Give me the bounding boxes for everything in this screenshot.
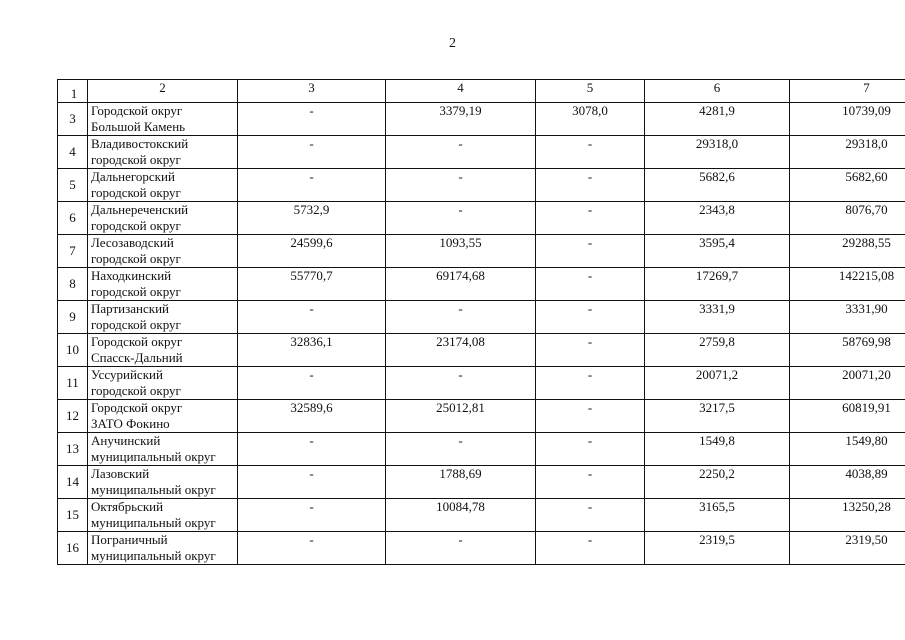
header-cell-4: 4 bbox=[386, 80, 536, 103]
table-row bbox=[58, 367, 905, 400]
municipality-name-cell bbox=[88, 169, 238, 202]
value-cell-col6: 3331,9 bbox=[645, 301, 790, 334]
value-cell-col4: - bbox=[386, 202, 536, 235]
table-row bbox=[58, 103, 905, 136]
table-row bbox=[58, 235, 905, 268]
value-cell-col4: - bbox=[386, 367, 536, 400]
value-cell-col7: 58769,98 bbox=[790, 334, 905, 367]
table-row bbox=[58, 136, 905, 169]
value-cell-col7: 60819,91 bbox=[790, 400, 905, 433]
value-cell-col6: 2250,2 bbox=[645, 466, 790, 499]
value-cell-col4: 23174,08 bbox=[386, 334, 536, 367]
row-number-cell: 16 bbox=[58, 532, 88, 565]
row-number-cell: 3 bbox=[58, 103, 88, 136]
municipality-name-line: Лазовский bbox=[91, 466, 150, 481]
municipality-name-line: городской округ bbox=[91, 284, 181, 299]
row-number-cell: 12 bbox=[58, 400, 88, 433]
municipality-name-cell bbox=[88, 103, 238, 136]
municipality-name-cell bbox=[88, 235, 238, 268]
table-row bbox=[58, 532, 905, 565]
header-cell-6: 6 bbox=[645, 80, 790, 103]
municipality-name-line: Большой Камень bbox=[91, 119, 186, 134]
value-cell-col7: 2319,50 bbox=[790, 532, 905, 565]
value-cell-col4: - bbox=[386, 169, 536, 202]
header-cell-5: 5 bbox=[536, 80, 645, 103]
value-cell-col5: - bbox=[536, 235, 645, 268]
municipality-name-line: Дальнегорский bbox=[91, 169, 175, 184]
municipality-name-line: Городской округ bbox=[91, 400, 183, 415]
value-cell-col5: - bbox=[536, 202, 645, 235]
municipality-name-cell bbox=[88, 400, 238, 433]
municipality-name-line: Пограничный bbox=[91, 532, 168, 547]
value-cell-col6: 4281,9 bbox=[645, 103, 790, 136]
table-row bbox=[58, 334, 905, 367]
value-cell-col4: - bbox=[386, 136, 536, 169]
header-cell-3: 3 bbox=[238, 80, 386, 103]
table-header-row bbox=[58, 80, 905, 103]
municipality-name-line: городской округ bbox=[91, 317, 181, 332]
value-cell-col6: 20071,2 bbox=[645, 367, 790, 400]
value-cell-col3: 24599,6 bbox=[238, 235, 386, 268]
value-cell-col4: 1788,69 bbox=[386, 466, 536, 499]
value-cell-col3: 55770,7 bbox=[238, 268, 386, 301]
value-cell-col5: - bbox=[536, 400, 645, 433]
row-number-cell: 5 bbox=[58, 169, 88, 202]
row-number-cell: 10 bbox=[58, 334, 88, 367]
municipality-name-cell bbox=[88, 532, 238, 565]
header-cell-7: 7 bbox=[790, 80, 905, 103]
municipality-name-line: муниципальный округ bbox=[91, 548, 216, 563]
value-cell-col6: 29318,0 bbox=[645, 136, 790, 169]
municipality-name-cell bbox=[88, 499, 238, 532]
row-number-cell: 15 bbox=[58, 499, 88, 532]
row-number-cell: 4 bbox=[58, 136, 88, 169]
value-cell-col3: - bbox=[238, 499, 386, 532]
row-number-cell: 11 bbox=[58, 367, 88, 400]
value-cell-col6: 17269,7 bbox=[645, 268, 790, 301]
table-row bbox=[58, 202, 905, 235]
table-row bbox=[58, 301, 905, 334]
municipality-name-line: Уссурийский bbox=[91, 367, 163, 382]
value-cell-col4: 3379,19 bbox=[386, 103, 536, 136]
row-number-cell: 8 bbox=[58, 268, 88, 301]
value-cell-col5: - bbox=[536, 136, 645, 169]
municipality-name-line: городской округ bbox=[91, 383, 181, 398]
value-cell-col4: 25012,81 bbox=[386, 400, 536, 433]
value-cell-col3: - bbox=[238, 169, 386, 202]
value-cell-col3: 32836,1 bbox=[238, 334, 386, 367]
value-cell-col6: 2759,8 bbox=[645, 334, 790, 367]
municipality-name-line: ЗАТО Фокино bbox=[91, 416, 170, 431]
municipality-name-line: Анучинский bbox=[91, 433, 161, 448]
value-cell-col5: - bbox=[536, 268, 645, 301]
municipality-name-cell bbox=[88, 136, 238, 169]
header-cell-1: 1 bbox=[58, 80, 88, 103]
value-cell-col6: 1549,8 bbox=[645, 433, 790, 466]
value-cell-col4: - bbox=[386, 433, 536, 466]
value-cell-col7: 1549,80 bbox=[790, 433, 905, 466]
page-number: 2 bbox=[449, 36, 456, 51]
value-cell-col3: - bbox=[238, 433, 386, 466]
municipality-name-cell bbox=[88, 433, 238, 466]
row-number-cell: 14 bbox=[58, 466, 88, 499]
municipality-name-line: городской округ bbox=[91, 251, 181, 266]
value-cell-col3: - bbox=[238, 301, 386, 334]
value-cell-col7: 3331,90 bbox=[790, 301, 905, 334]
municipality-name-cell bbox=[88, 334, 238, 367]
municipality-name-cell bbox=[88, 301, 238, 334]
table-row bbox=[58, 169, 905, 202]
value-cell-col3: - bbox=[238, 466, 386, 499]
municipality-name-line: городской округ bbox=[91, 152, 181, 167]
value-cell-col7: 20071,20 bbox=[790, 367, 905, 400]
value-cell-col5: - bbox=[536, 433, 645, 466]
value-cell-col5: - bbox=[536, 169, 645, 202]
value-cell-col6: 3165,5 bbox=[645, 499, 790, 532]
value-cell-col4: 69174,68 bbox=[386, 268, 536, 301]
municipality-name-line: Партизанский bbox=[91, 301, 169, 316]
value-cell-col7: 142215,08 bbox=[790, 268, 905, 301]
municipality-name-line: Владивостокский bbox=[91, 136, 189, 151]
municipality-name-line: муниципальный округ bbox=[91, 515, 216, 530]
table-row bbox=[58, 268, 905, 301]
value-cell-col3: - bbox=[238, 103, 386, 136]
value-cell-col6: 5682,6 bbox=[645, 169, 790, 202]
municipality-name-line: Дальнереченский bbox=[91, 202, 189, 217]
value-cell-col7: 4038,89 bbox=[790, 466, 905, 499]
value-cell-col5: - bbox=[536, 532, 645, 565]
value-cell-col7: 13250,28 bbox=[790, 499, 905, 532]
municipality-name-line: Лесозаводский bbox=[91, 235, 174, 250]
data-table bbox=[57, 79, 905, 565]
municipality-name-line: городской округ bbox=[91, 218, 181, 233]
value-cell-col5: 3078,0 bbox=[536, 103, 645, 136]
value-cell-col5: - bbox=[536, 367, 645, 400]
value-cell-col5: - bbox=[536, 499, 645, 532]
municipality-name-line: Находкинский bbox=[91, 268, 172, 283]
municipality-name-cell bbox=[88, 466, 238, 499]
value-cell-col7: 10739,09 bbox=[790, 103, 905, 136]
value-cell-col4: 10084,78 bbox=[386, 499, 536, 532]
municipality-name-line: Спасск-Дальний bbox=[91, 350, 183, 365]
municipality-name-cell bbox=[88, 268, 238, 301]
value-cell-col5: - bbox=[536, 301, 645, 334]
value-cell-col4: - bbox=[386, 301, 536, 334]
value-cell-col7: 5682,60 bbox=[790, 169, 905, 202]
value-cell-col3: - bbox=[238, 532, 386, 565]
value-cell-col3: 5732,9 bbox=[238, 202, 386, 235]
municipality-name-line: Городской округ bbox=[91, 334, 183, 349]
value-cell-col6: 3595,4 bbox=[645, 235, 790, 268]
value-cell-col6: 2343,8 bbox=[645, 202, 790, 235]
municipality-name-line: муниципальный округ bbox=[91, 482, 216, 497]
value-cell-col4: - bbox=[386, 532, 536, 565]
row-number-cell: 9 bbox=[58, 301, 88, 334]
municipality-name-cell bbox=[88, 202, 238, 235]
value-cell-col3: 32589,6 bbox=[238, 400, 386, 433]
table-row bbox=[58, 433, 905, 466]
value-cell-col7: 8076,70 bbox=[790, 202, 905, 235]
value-cell-col7: 29288,55 bbox=[790, 235, 905, 268]
row-number-cell: 7 bbox=[58, 235, 88, 268]
header-cell-2: 2 bbox=[88, 80, 238, 103]
municipality-name-cell bbox=[88, 367, 238, 400]
row-number-cell: 6 bbox=[58, 202, 88, 235]
value-cell-col3: - bbox=[238, 367, 386, 400]
value-cell-col5: - bbox=[536, 466, 645, 499]
value-cell-col7: 29318,0 bbox=[790, 136, 905, 169]
table-row bbox=[58, 400, 905, 433]
value-cell-col5: - bbox=[536, 334, 645, 367]
table-row bbox=[58, 466, 905, 499]
value-cell-col4: 1093,55 bbox=[386, 235, 536, 268]
row-number-cell: 13 bbox=[58, 433, 88, 466]
value-cell-col6: 2319,5 bbox=[645, 532, 790, 565]
value-cell-col6: 3217,5 bbox=[645, 400, 790, 433]
municipality-name-line: муниципальный округ bbox=[91, 449, 216, 464]
municipality-name-line: городской округ bbox=[91, 185, 181, 200]
table-row bbox=[58, 499, 905, 532]
value-cell-col3: - bbox=[238, 136, 386, 169]
municipality-name-line: Городской округ bbox=[91, 103, 183, 118]
municipality-name-line: Октябрьский bbox=[91, 499, 164, 514]
